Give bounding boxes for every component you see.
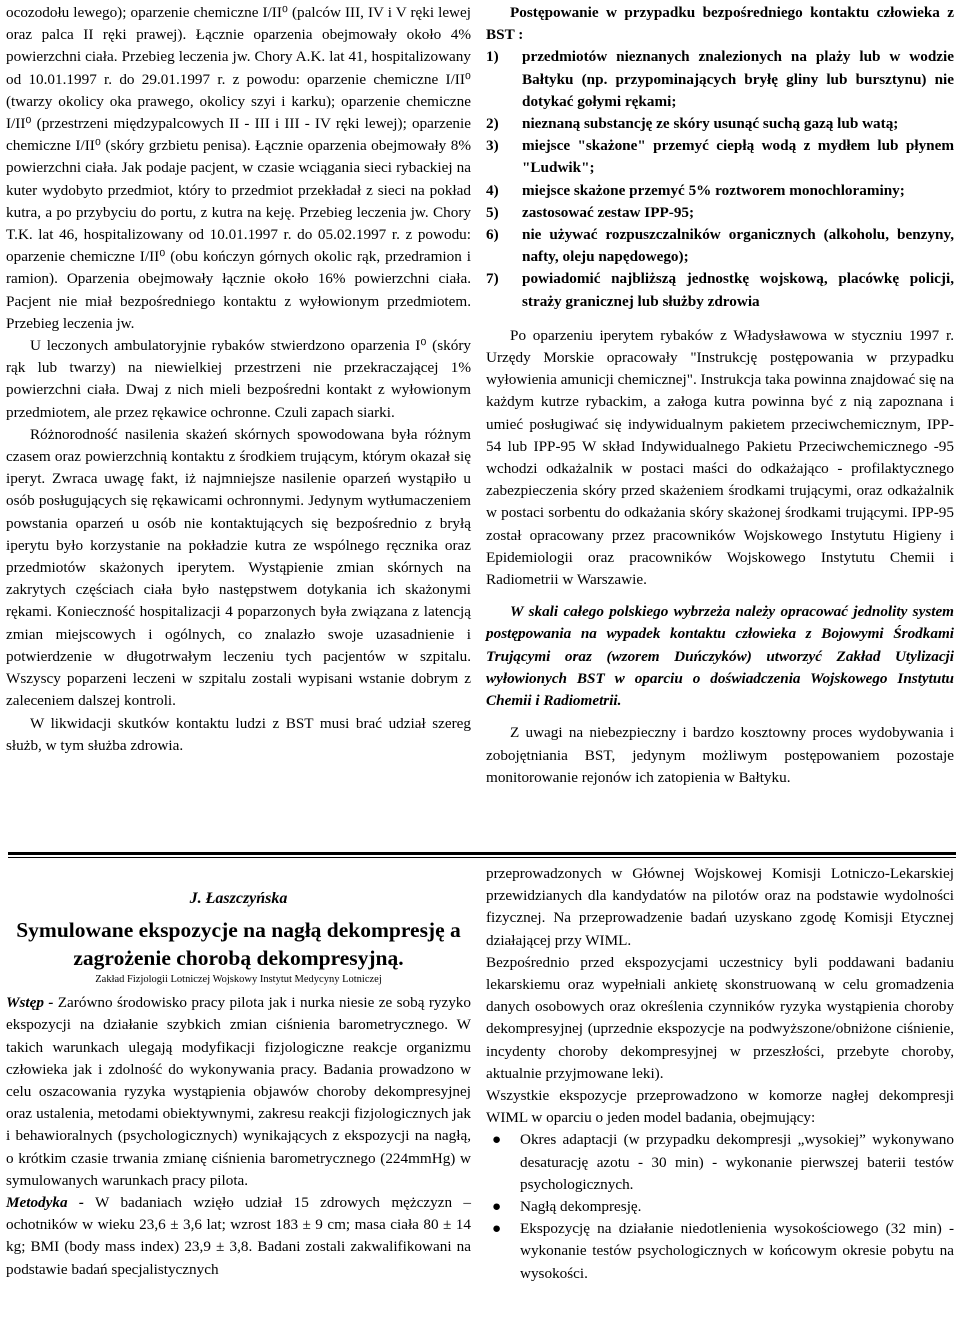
model-step-item	[486, 1196, 954, 1218]
paragraph: Różnorodność nasilenia skażeń skórnych spowodowana była różnym czasem oraz powierzchnią kontaktu z środkiem trującym, którym okazał się iperyt. Zwraca uwagę fakt, iż najmniejsze nasilenie oparzeń wystąpiło u osób posługujących się rękawicami ochronnymi. Jedynym wytłumaczeniem powstania oparzeń u osób nie kontaktujących się bezpośrednio z bryłą iperytu było korzystanie na pokładzie kutra ze wspólnego ręcznika oraz przedmiotów skażonych iperytem. Wystąpienie zmian skórnych na zakrytych częściach ciała było następstwem dotykania ich skażonymi rękami. Konieczność hospitalizacji 4 poparzonych była związana z latencją zmian miejscowych i ogólnych, co znalazło swoje uzasadnienie i potwierdzenie w długotrwałym leczeniu tych pacjentów w szpitalu. Wszyscy poparzeni leczeni w szpitalu zostali wypisani wstanie dobrym z zaleceniem dalszej kontroli.	[6, 425, 471, 710]
bullet-icon: ●	[492, 1131, 502, 1149]
paragraph: Wszystkie ekspozycje przeprowadzono w komorze nagłej dekompresji WIML w oparciu o jeden model badania, obejmujący:	[486, 1087, 954, 1127]
model-step-item	[486, 1129, 954, 1196]
step-number: 5)	[486, 203, 499, 221]
paragraph: przeprowadzonych w Głównej Wojskowej Komisji Lotniczo-Lekarskiej przewidzianych dla kandydatów na pilotów oraz na podstawie wydolności fizycznej. Na przeprowadzenie badań uzyskano zgodę Komisji Etycznej działającej przy WIML.	[486, 865, 954, 949]
top-left-column	[6, 2, 471, 757]
method-paragraph	[6, 1192, 471, 1281]
procedure-steps-list	[486, 46, 954, 312]
step-text: zastosować zestaw IPP-95;	[522, 203, 695, 221]
bullet-icon: ●	[492, 1198, 502, 1216]
step-number: 3)	[486, 137, 499, 155]
procedure-step	[486, 135, 954, 179]
intro-label: Wstęp -	[6, 994, 54, 1012]
procedure-step	[486, 202, 954, 224]
article-left-column	[6, 888, 471, 1281]
article-author: J. Łaszczyńska	[189, 890, 288, 907]
step-text: miejsce skażone przemyć 5% roztworem monochloraminy;	[522, 181, 905, 199]
step-number: 7)	[486, 270, 499, 288]
article-title: Symulowane ekspozycje na nagłą dekompresję a zagrożenie chorobą dekompresyjną.	[16, 918, 461, 971]
paragraph-emphasis: W skali całego polskiego wybrzeża należy opracować jednolity system postępowania na wypadek kontaktu człowieka z Bojowymi Środkami Trującymi oraz (wzorem Duńczyków) utworzyć Zakład Utylizacji wyłowionych BST w oparciu o doświadczenia Wojskowego Instytutu Chemii i Radiometrii.	[486, 603, 954, 710]
top-right-column	[486, 2, 954, 789]
article-affiliation: Zakład Fizjologii Lotniczej Wojskowy Instytut Medycyny Lotniczej	[95, 974, 382, 986]
intro-paragraph	[6, 992, 471, 1192]
model-step-item	[486, 1218, 954, 1285]
step-text: nie używać rozpuszczalników organicznych (alkoholu, benzyny, nafty, oleju napędowego);	[522, 226, 954, 266]
model-step-text: Okres adaptacji (w przypadku dekompresji „wysokiej” wykonywano desaturację azotu - 30 min) - wykonanie pierwszej baterii testów psychologicznych.	[520, 1131, 954, 1193]
section-divider-thick	[8, 852, 956, 855]
step-text: przedmiotów nieznanych znalezionych na plaży lub w wodzie Bałtyku (np. przypominających bryłę gliny lub bursztynu) nie dotykać gołymi rękami;	[522, 48, 954, 110]
step-text: powiadomić najbliższą jednostkę wojskową, placówkę policji, straży granicznej lub służby zdrowia	[522, 270, 954, 310]
paragraph: Z uwagi na niebezpieczny i bardzo kosztowny proces wydobywania i zobojętniania BST, jedynym możliwym postępowaniem pozostaje monitorowanie rejonów ich zatopienia w Bałtyku.	[486, 724, 954, 786]
bullet-icon: ●	[492, 1220, 502, 1238]
step-number: 6)	[486, 226, 499, 244]
article-right-column	[486, 863, 954, 1285]
paragraph: W likwidacji skutków kontaktu ludzi z BST musi brać udział szereg służb, w tym służba zdrowia.	[6, 714, 471, 754]
paragraph: Bezpośrednio przed ekspozycjami uczestnicy byli poddawani badaniu lekarskiemu oraz wypełniali ankietę skonstruowaną w celu gromadzenia danych osobowych oraz określenia czynników ryzyka wystąpienia choroby dekompresyjnej (uprzednie ekspozycje na podwyższone/obniżone ciśnienie, incydenty choroby dekompresyjnej w przeszłości, przebyte choroby, aktualnie przyjmowane leki).	[486, 953, 954, 1082]
procedure-step	[486, 224, 954, 268]
step-number: 4)	[486, 181, 499, 199]
procedure-step	[486, 46, 954, 113]
model-step-text: Ekspozycję na działanie niedotlenienia wysokościowego (32 min) - wykonanie testów psychologicznych w końcowym okresie pobytu na wysokości.	[520, 1220, 954, 1282]
procedure-step	[486, 180, 954, 202]
paragraph: Po oparzeniu iperytem rybaków z Władysławowa w styczniu 1997 r. Urzędy Morskie opracowały "Instrukcję postępowania w przypadku wyłowienia amunicji chemicznej". Instrukcja taka powinna znajdować się na każdym kutrze rybackim, a załoga kutra powinna być z nią zapoznana i umieć posługiwać się indywidualnym pakietem przeciwchemicznym, IPP-54 lub IPP-95 W skład Indywidualnego Pakietu Przeciwchemicznego -95 wchodzi odkażalnik w postaci maści do odkażająco - profilaktycznego zabezpieczenia skóry przed skażeniem środkami trującymi, oraz odkażalnik w postaci sorbentu do odkażania skóry skażonej środkami trującymi. IPP-95 został opracowany przez pracowników Wojskowego Instytutu Higieny i Epidemiologii oraz pracowników Wojskowego Instytutu Chemii i Radiometrii w Warszawie.	[486, 326, 954, 589]
step-number: 2)	[486, 115, 499, 133]
paragraph: ocozodołu lewego); oparzenie chemiczne I/II⁰ (palców III, IV i V ręki lewej oraz palca II ręki prawej). Łącznie oparzenia obejmowały około 4% powierzchni ciała. Przebieg leczenia jw. Chory A.K. lat 41, hospitalizowany od 10.01.1997 r. do 29.01.1997 r. z powodu: oparzenie chemiczne I/II⁰ (twarzy okolicy oka prawego, okolicy szyi i karku); oparzenie chemiczne I/II⁰ (przestrzeni międzypalcowych II - III i III - IV ręki lewej); oparzenie chemiczne I/II⁰ (skóry grzbietu penisa). Łącznie oparzenia obejmowały 8% powierzchni ciała. Jak podaje pacjent, w czasie wciągania sieci rybackiej na kuter wydobyto przedmiot, który to przedmiot przekładał z sieci na pokład kutra, a po przybyciu do portu, z kutra na keję. Przebieg leczenia jw. Chory T.K. lat 46, hospitalizowany od 10.01.1997 r. do 05.02.1997 r. z powodu: oparzenie chemiczne I/II⁰ (obu kończyn górnych okolic rąk, przedramion i ramion). Oparzenia obejmowały łącznie około 16% powierzchni ciała. Pacjent nie miał bezpośredniego kontaktu z wyłowionym przedmiotem. Przebieg leczenia jw.	[6, 4, 471, 332]
procedure-step	[486, 268, 954, 312]
paragraph: U leczonych ambulatoryjnie rybaków stwierdzono oparzenia I⁰ (skóry rąk lub twarzy) na niewielkiej przestrzeni nie przekraczającej 1% powierzchni ciała. Dwaj z nich mieli bezpośredni kontakt z wyłowionym przedmiotem, ale przez rękawice ochronne. Czuli zapach siarki.	[6, 337, 471, 421]
model-step-text: Nagłą dekompresję.	[520, 1198, 642, 1216]
procedure-heading: Postępowanie w przypadku bezpośredniego kontaktu człowieka z BST :	[486, 4, 954, 44]
method-label: Metodyka -	[6, 1194, 84, 1212]
section-divider-thin	[8, 857, 956, 858]
step-text: miejsce "skażone" przemyć ciepłą wodą z mydłem lub płynem "Ludwik";	[522, 137, 954, 177]
step-number: 1)	[486, 48, 499, 66]
procedure-step	[486, 113, 954, 135]
model-steps-list	[486, 1129, 954, 1284]
method-text: W badaniach wzięło udział 15 zdrowych mężczyzn – ochotników w wieku 23,6 ± 3,6 lat; wzrost 183 ± 9 cm; masa ciała 80 ± 14 kg; BMI (body mass index) 23,9 ± 3,8. Badani zostali zakwalifikowani na podstawie badań specjalistycznych	[6, 1194, 471, 1278]
intro-text: Zarówno środowisko pracy pilota jak i nurka niesie ze sobą ryzyko ekspozycji na działanie szybkich zmian ciśnienia barometrycznego. W takich warunkach ulegają modyfikacji fizjologiczne reakcje organizmu człowieka jak i zdolność do wykonywania pracy. Badania prowadzono w celu oszacowania ryzyka wystąpienia objawów choroby dekompresyjnej oraz ustalenia, metodami obiektywnymi, zakresu reakcji fizjologicznych jak i behawioralnych (psychologicznych) wynikających z ekspozycji na nagłą, o krótkim czasie trwania zmianę ciśnienia barometrycznego (224mmHg) w symulowanych warunkach pracy pilota.	[6, 994, 471, 1189]
step-text: nieznaną substancję ze skóry usunąć suchą gazą lub watą;	[522, 115, 899, 133]
